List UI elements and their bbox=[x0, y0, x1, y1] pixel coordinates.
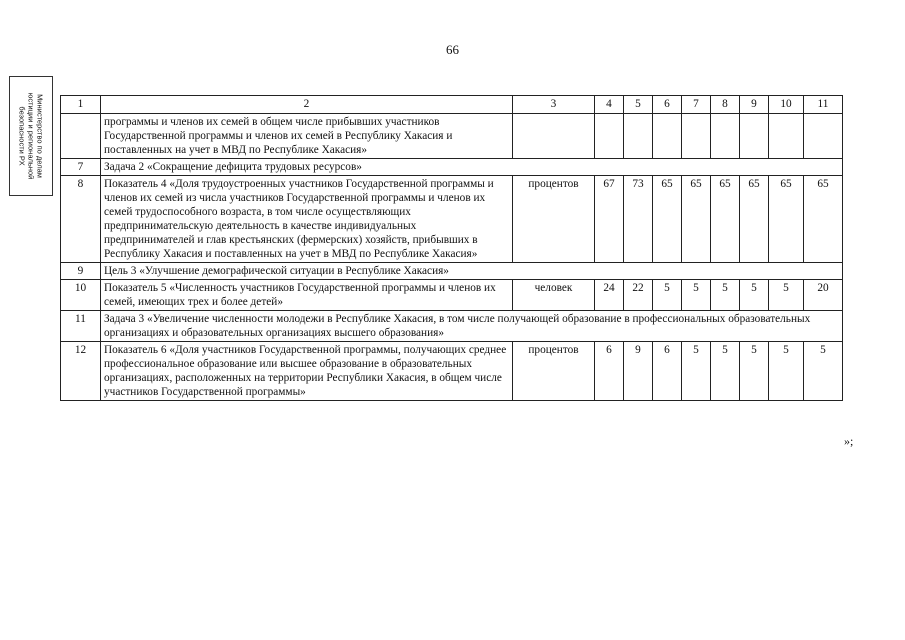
stamp-line: безопасности РХ bbox=[17, 106, 27, 166]
row-value bbox=[711, 114, 740, 159]
column-header: 11 bbox=[804, 96, 843, 114]
column-header: 8 bbox=[711, 96, 740, 114]
row-value: 5 bbox=[653, 280, 682, 311]
table-row bbox=[61, 114, 843, 159]
row-value: 65 bbox=[682, 176, 711, 263]
column-header: 1 bbox=[61, 96, 101, 114]
table-row-section bbox=[61, 263, 843, 280]
section-title: Задача 3 «Увеличение численности молодежи в Республике Хакасия, в том числе получающей образование в профессиональных образовательных организациях и образовательных организациях высшего образования» bbox=[101, 311, 843, 342]
row-value: 65 bbox=[804, 176, 843, 263]
row-value: 5 bbox=[711, 342, 740, 401]
stamp-line: Министерство по делам bbox=[35, 94, 45, 178]
row-value: 5 bbox=[682, 280, 711, 311]
column-header: 6 bbox=[653, 96, 682, 114]
row-number: 11 bbox=[61, 311, 101, 342]
row-value bbox=[804, 114, 843, 159]
row-value bbox=[595, 114, 624, 159]
row-value: 22 bbox=[624, 280, 653, 311]
row-value: 5 bbox=[740, 342, 769, 401]
page-number: 66 bbox=[446, 42, 459, 57]
column-header: 5 bbox=[624, 96, 653, 114]
row-value bbox=[682, 114, 711, 159]
column-header: 3 bbox=[513, 96, 595, 114]
row-value: 67 bbox=[595, 176, 624, 263]
row-value: 5 bbox=[769, 342, 804, 401]
row-unit bbox=[513, 114, 595, 159]
row-value: 24 bbox=[595, 280, 624, 311]
row-value: 65 bbox=[769, 176, 804, 263]
row-value: 5 bbox=[711, 280, 740, 311]
row-number: 9 bbox=[61, 263, 101, 280]
row-value: 20 bbox=[804, 280, 843, 311]
row-description: программы и членов их семей в общем числе прибывших участников Государственной программы и членов их семей в Республику Хакасия и поставленных на учет в МВД по Республике Хакасия» bbox=[101, 114, 513, 159]
row-unit: человек bbox=[513, 280, 595, 311]
row-number: 8 bbox=[61, 176, 101, 263]
table-row bbox=[61, 342, 843, 401]
row-value: 6 bbox=[653, 342, 682, 401]
row-value: 73 bbox=[624, 176, 653, 263]
row-value: 65 bbox=[653, 176, 682, 263]
section-title: Цель 3 «Улучшение демографической ситуации в Республике Хакасия» bbox=[101, 263, 843, 280]
section-title: Задача 2 «Сокращение дефицита трудовых ресурсов» bbox=[101, 159, 843, 176]
row-description: Показатель 5 «Численность участников Государственной программы и членов их семей, имеющих трех и более детей» bbox=[101, 280, 513, 311]
row-value bbox=[769, 114, 804, 159]
column-number-row bbox=[61, 96, 843, 114]
row-value: 65 bbox=[711, 176, 740, 263]
row-description: Показатель 4 «Доля трудоустроенных участников Государственной программы и членов их семей из числа участников Государственной программы и членов их семей трудоспособного возраста, в том числе осуществляющих предпринимательскую деятельность в качестве индивидуальных предпринимателей и глав крестьянских (фермерских) хозяйств, прибывших в Республику Хакасия и поставленных на учет в МВД по Республике Хакасия» bbox=[101, 176, 513, 263]
column-header: 7 bbox=[682, 96, 711, 114]
row-number: 7 bbox=[61, 159, 101, 176]
table-row bbox=[61, 280, 843, 311]
row-value bbox=[740, 114, 769, 159]
column-header: 2 bbox=[101, 96, 513, 114]
row-value: 65 bbox=[740, 176, 769, 263]
table-row-section bbox=[61, 311, 843, 342]
row-unit: процентов bbox=[513, 342, 595, 401]
closing-quote: »; bbox=[844, 434, 854, 448]
row-value bbox=[653, 114, 682, 159]
registration-stamp bbox=[9, 76, 53, 196]
indicators-table bbox=[60, 95, 843, 401]
row-value: 5 bbox=[804, 342, 843, 401]
row-description: Показатель 6 «Доля участников Государственной программы, получающих среднее профессиональное образование или высшее образование в образовательных организациях, расположенных на территории Республики Хакасия, в общем числе участников Государственной программы» bbox=[101, 342, 513, 401]
column-header: 9 bbox=[740, 96, 769, 114]
row-value: 5 bbox=[740, 280, 769, 311]
stamp-line: юстиции и региональной bbox=[26, 92, 36, 180]
column-header: 10 bbox=[769, 96, 804, 114]
row-number: 12 bbox=[61, 342, 101, 401]
table-row bbox=[61, 176, 843, 263]
column-header: 4 bbox=[595, 96, 624, 114]
row-value: 5 bbox=[769, 280, 804, 311]
row-value: 6 bbox=[595, 342, 624, 401]
row-value bbox=[624, 114, 653, 159]
table-row-section bbox=[61, 159, 843, 176]
row-number: 10 bbox=[61, 280, 101, 311]
row-number bbox=[61, 114, 101, 159]
row-value: 5 bbox=[682, 342, 711, 401]
row-value: 9 bbox=[624, 342, 653, 401]
row-unit: процентов bbox=[513, 176, 595, 263]
